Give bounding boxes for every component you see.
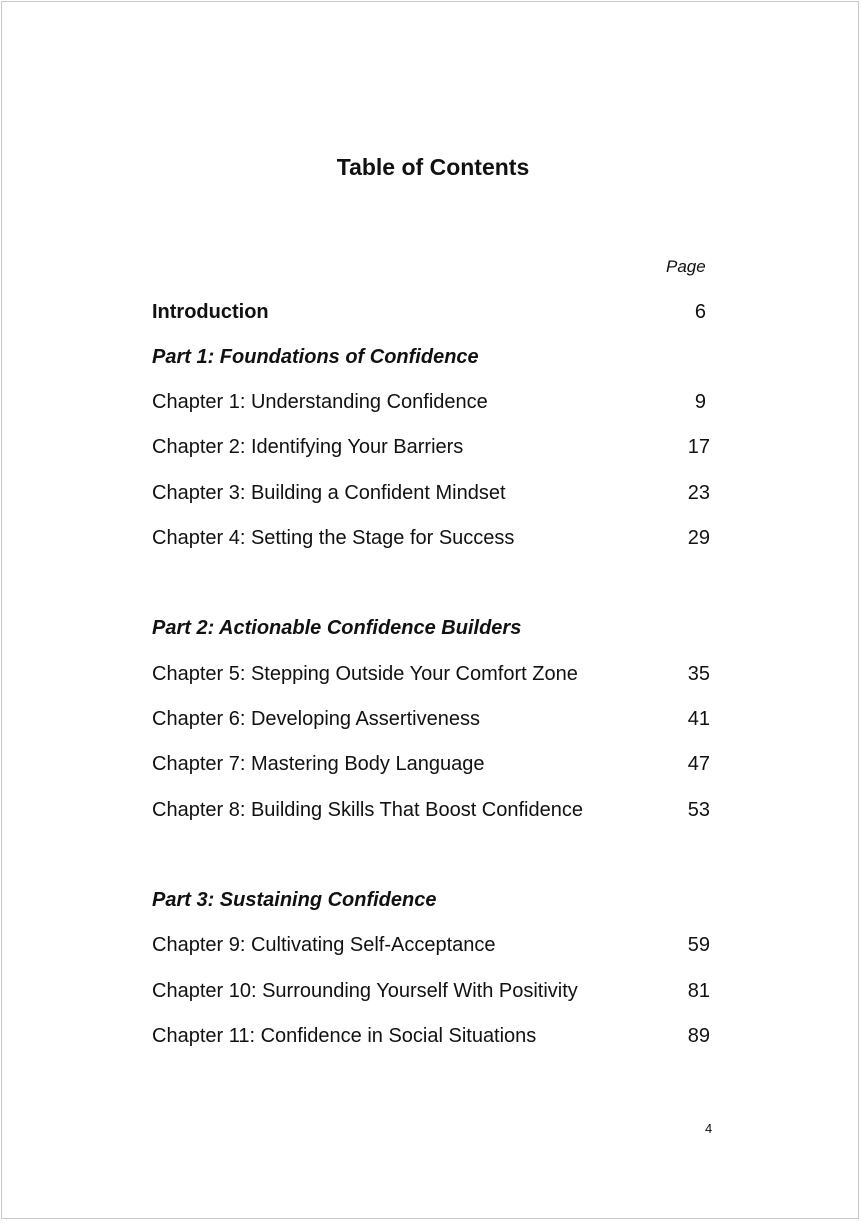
- toc-part-title: Part 2: Actionable Confidence Builders: [152, 617, 522, 639]
- toc-entry-label: Chapter 2: Identifying Your Barriers: [152, 436, 464, 458]
- toc-part-2-heading[interactable]: [152, 614, 712, 642]
- toc-entry-page: 41: [687, 708, 710, 730]
- toc-entry-page: 23: [687, 482, 710, 504]
- page-title: Table of Contents: [336, 154, 530, 180]
- page-column-label: Page: [666, 257, 706, 276]
- toc-entry-chapter-1[interactable]: [152, 388, 712, 416]
- toc-entry-page: 6: [694, 301, 706, 323]
- toc-entry-label: Chapter 10: Surrounding Yourself With Positivity: [152, 980, 578, 1002]
- toc-entry-label: Chapter 5: Stepping Outside Your Comfort Zone: [152, 663, 578, 685]
- toc-entry-chapter-9[interactable]: [152, 931, 712, 959]
- toc-entry-label: Chapter 9: Cultivating Self-Acceptance: [152, 934, 496, 956]
- toc-entry-label: Chapter 8: Building Skills That Boost Confidence: [152, 799, 583, 821]
- toc-entry-chapter-2[interactable]: [152, 433, 712, 461]
- toc-entry-page: 35: [687, 663, 710, 685]
- page-number: 4: [705, 1121, 713, 1136]
- toc-entry-page: 89: [687, 1025, 710, 1047]
- toc-entry-label: Chapter 3: Building a Confident Mindset: [152, 482, 506, 504]
- toc-entry-chapter-7[interactable]: [152, 750, 712, 778]
- toc-entry-chapter-8[interactable]: [152, 796, 712, 824]
- toc-list: [2, 2, 860, 1220]
- toc-part-title: Part 1: Foundations of Confidence: [152, 346, 479, 368]
- toc-entry-page: 53: [687, 799, 710, 821]
- toc-part-title: Part 3: Sustaining Confidence: [152, 889, 437, 911]
- toc-part-1-heading[interactable]: [152, 343, 712, 371]
- toc-entry-page: 9: [694, 391, 706, 413]
- toc-entry-label: Chapter 6: Developing Assertiveness: [152, 708, 480, 730]
- toc-entry-page: 59: [687, 934, 710, 956]
- toc-entry-chapter-10[interactable]: [152, 977, 712, 1005]
- toc-entry-chapter-4[interactable]: [152, 524, 712, 552]
- toc-entry-chapter-5[interactable]: [152, 660, 712, 688]
- toc-entry-label: Introduction: [152, 301, 269, 323]
- toc-entry-page: 81: [687, 980, 710, 1002]
- toc-entry-label: Chapter 7: Mastering Body Language: [152, 753, 485, 775]
- toc-entry-page: 17: [687, 436, 710, 458]
- toc-entry-page: 29: [687, 527, 710, 549]
- toc-part-3-heading[interactable]: [152, 886, 712, 914]
- toc-entry-chapter-11[interactable]: [152, 1022, 712, 1050]
- toc-entry-label: Chapter 4: Setting the Stage for Success: [152, 527, 515, 549]
- toc-entry-page: 47: [687, 753, 710, 775]
- toc-entry-introduction[interactable]: [152, 298, 712, 326]
- document-page: [1, 1, 859, 1219]
- toc-entry-chapter-6[interactable]: [152, 705, 712, 733]
- toc-entry-chapter-3[interactable]: [152, 479, 712, 507]
- toc-entry-label: Chapter 1: Understanding Confidence: [152, 391, 488, 413]
- toc-entry-label: Chapter 11: Confidence in Social Situations: [152, 1025, 537, 1047]
